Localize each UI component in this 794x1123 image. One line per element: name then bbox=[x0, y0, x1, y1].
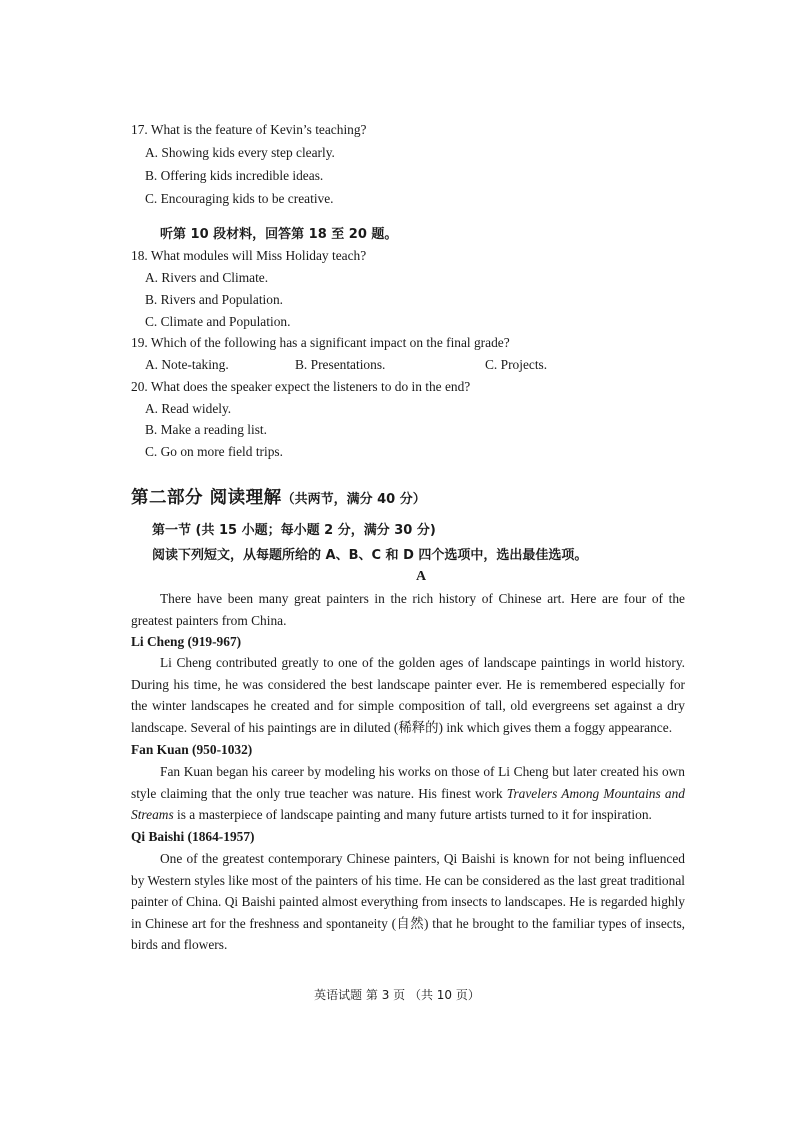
question-19-option-a: A. Note-taking. bbox=[145, 357, 229, 372]
part-two-title: 第二部分 阅读理解 bbox=[131, 488, 282, 508]
question-18-option-b: B. Rivers and Population. bbox=[145, 292, 283, 307]
li-cheng-heading: Li Cheng (919-967) bbox=[131, 634, 242, 649]
fan-kuan-text-before: Fan Kuan began his career by modeling his works on those of Li Cheng but later created his own style claiming that the only true teacher was nature. His finest work bbox=[131, 764, 685, 801]
fan-kuan-text-after: is a masterpiece of landscape painting and many future artists turned to it for inspiration. bbox=[173, 807, 652, 823]
fan-kuan-paragraph bbox=[131, 761, 685, 826]
li-cheng-paragraph: Li Cheng contributed greatly to one of the golden ages of landscape paintings in world history. During his time, he was considered the best landscape painter ever. He is remembered especially for the winter landscapes he created and for simple composition of tall, old evergreens set against a dry landscape. Several of his paintings are in diluted (稀释的) ink which gives them a foggy appearance. bbox=[131, 655, 685, 735]
question-20-option-b: B. Make a reading list. bbox=[145, 422, 267, 437]
part-two-heading bbox=[131, 488, 426, 511]
fan-kuan-heading: Fan Kuan (950-1032) bbox=[131, 742, 253, 757]
section-one-heading: 第一节 (共 15 小题；每小题 2 分，满分 30 分) bbox=[152, 523, 436, 538]
qi-baishi-paragraph: One of the greatest contemporary Chinese painters, Qi Baishi is known for not being influenced by Western styles like most of the painters of his time. He can be considered as the last great traditional painter of China. Qi Baishi painted almost everything from insects to landscapes. He is regarded highly in Chinese art for the freshness and spontaneity (自然) that he brought to the familiar types of insects, birds and flowers. bbox=[131, 851, 685, 953]
question-17-option-b: B. Offering kids incredible ideas. bbox=[145, 168, 324, 183]
question-19-option-c: C. Projects. bbox=[485, 357, 548, 372]
fan-kuan-work-title: Travelers Among Mountains and Streams bbox=[131, 785, 685, 823]
question-19-option-b: B. Presentations. bbox=[295, 357, 386, 372]
page-footer: 英语试题 第 3 页 （共 10 页） bbox=[314, 988, 480, 1002]
question-18-stem: 18. What modules will Miss Holiday teach? bbox=[131, 248, 367, 263]
question-18-option-a: A. Rivers and Climate. bbox=[145, 270, 269, 285]
question-17-option-c: C. Encouraging kids to be creative. bbox=[145, 191, 334, 206]
reading-instruction: 阅读下列短文，从每题所给的 A、B、C 和 D 四个选项中，选出最佳选项。 bbox=[152, 548, 588, 563]
question-18-option-c: C. Climate and Population. bbox=[145, 314, 291, 329]
listening-instruction: 听第 10 段材料，回答第 18 至 20 题。 bbox=[160, 227, 398, 242]
question-20-option-a: A. Read widely. bbox=[145, 401, 232, 416]
question-20-stem: 20. What does the speaker expect the listeners to do in the end? bbox=[131, 379, 471, 394]
passage-intro: There have been many great painters in the rich history of Chinese art. Here are four of the greatest painters from China. bbox=[131, 591, 685, 628]
question-17-option-a: A. Showing kids every step clearly. bbox=[145, 145, 335, 160]
part-two-title-note: （共两节，满分 40 分） bbox=[281, 492, 426, 507]
question-20-option-c: C. Go on more field trips. bbox=[145, 444, 283, 459]
question-19-stem: 19. Which of the following has a significant impact on the final grade? bbox=[131, 335, 510, 350]
passage-letter: A bbox=[415, 569, 427, 584]
question-17-stem: 17. What is the feature of Kevin’s teaching? bbox=[131, 122, 367, 137]
qi-baishi-heading: Qi Baishi (1864-1957) bbox=[131, 829, 255, 844]
